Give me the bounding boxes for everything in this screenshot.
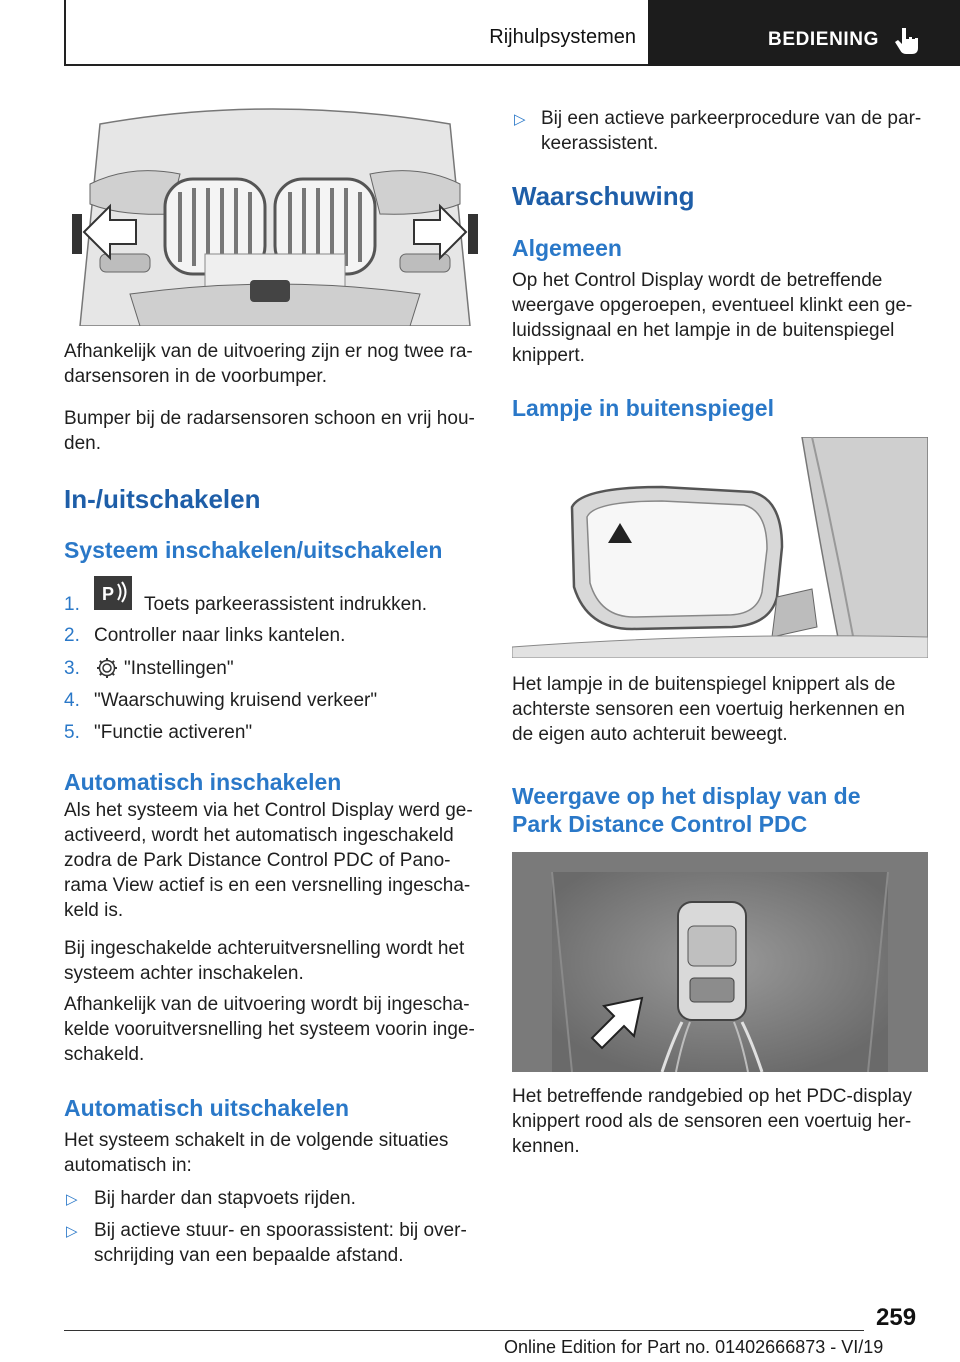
bullet-text: Bij actieve stuur- en spoorassistent: bij over-	[94, 1220, 467, 1241]
gear-icon	[96, 657, 118, 679]
header-section-title: Rijhulpsystemen	[489, 26, 636, 48]
step-1	[64, 592, 80, 617]
step-text: "Waarschuwing kruisend verkeer"	[94, 690, 378, 711]
step-number: 4.	[64, 690, 80, 711]
text-line: schakeld.	[64, 1044, 145, 1065]
step-text: Controller naar links kantelen.	[94, 625, 346, 646]
text-line: Als het systeem via het Control Display werd ge-	[64, 800, 473, 821]
left-intro	[64, 339, 480, 389]
lampje-paragraph	[512, 672, 928, 747]
step-text: "Functie activeren"	[94, 722, 253, 743]
car-front-radar-figure	[70, 104, 480, 326]
step-2	[64, 623, 346, 648]
text-line: luidssignaal en het lampje in de buitenspiegel	[512, 320, 895, 341]
park-assist-button-icon	[94, 576, 132, 610]
voor-paragraph	[64, 992, 480, 1067]
text-line: knippert rood als de sensoren een voertuig her-	[512, 1111, 912, 1132]
bullet-text: keerassistent.	[541, 133, 659, 154]
bullet-marker: ▷	[514, 111, 526, 128]
algemeen-paragraph	[512, 268, 928, 368]
step-number: 5.	[64, 722, 80, 743]
header-tab-label: BEDIENING	[768, 29, 879, 50]
bullet-marker: ▷	[66, 1223, 78, 1240]
text-line: Het lampje in de buitenspiegel knippert als de	[512, 674, 896, 695]
side-mirror-figure	[512, 437, 928, 658]
step-3	[64, 656, 80, 681]
pdc-paragraph	[512, 1084, 928, 1159]
text-line: systeem achter inschakelen.	[64, 963, 304, 984]
heading-in-uitschakelen: In-/uitschakelen	[64, 484, 261, 514]
text-line: keld is.	[64, 900, 124, 921]
text-line: Het betreffende randgebied op het PDC-display	[512, 1086, 912, 1107]
svg-text:P: P	[102, 584, 115, 604]
text-line: achterste sensoren een voertuig herkennen en	[512, 699, 905, 720]
heading-weergave-line-1: Weergave op het display van de	[512, 783, 861, 809]
text-line: automatisch in:	[64, 1155, 192, 1176]
text-line: Het systeem schakelt in de volgende situaties	[64, 1130, 449, 1151]
step-number: 2.	[64, 625, 80, 646]
text-line: Bij ingeschakelde achteruitversnelling wordt het	[64, 938, 465, 959]
header-rule	[64, 64, 648, 66]
text-line: kennen.	[512, 1136, 580, 1157]
text-line: activeerd, wordt het automatisch ingeschakeld	[64, 825, 454, 846]
step-number: 1.	[64, 594, 80, 615]
bumper-line: den.	[64, 433, 101, 454]
footer-rule	[64, 1330, 864, 1331]
footer-edition: Online Edition for Part no. 01402666873 - VI/19	[504, 1337, 884, 1357]
text-line: rama View actief is en een versnelling ingescha-	[64, 875, 471, 896]
left-bumper-note	[64, 406, 480, 456]
text-line: Afhankelijk van de uitvoering wordt bij ingescha-	[64, 994, 470, 1015]
step-4	[64, 688, 378, 713]
step-1-text: Toets parkeerassistent indrukken.	[144, 594, 428, 615]
step-5	[64, 720, 253, 745]
intro-line: darsensoren in de voorbumper.	[64, 366, 327, 387]
text-line: de eigen auto achteruit beweegt.	[512, 724, 788, 745]
bullet-text: Bij een actieve parkeerprocedure van de par-	[541, 108, 922, 129]
heading-algemeen: Algemeen	[512, 235, 622, 261]
step-3-text: "Instellingen"	[124, 658, 234, 679]
header-left-edge	[64, 0, 66, 66]
pdc-display-illustration	[512, 852, 928, 1072]
bullet-marker: ▷	[66, 1191, 78, 1208]
bullet-text: schrijding van een bepaalde afstand.	[94, 1245, 404, 1266]
text-line: zodra de Park Distance Control PDC of Pano-	[64, 850, 451, 871]
side-mirror-illustration	[512, 437, 928, 658]
text-line: kelde vooruitversnelling het systeem voorin inge-	[64, 1019, 475, 1040]
heading-automatisch-inschakelen: Automatisch inschakelen	[64, 769, 342, 795]
achter-paragraph	[64, 936, 480, 986]
heading-automatisch-uitschakelen: Automatisch uitschakelen	[64, 1095, 350, 1121]
heading-lampje: Lampje in buitenspiegel	[512, 395, 774, 421]
heading-systeem: Systeem inschakelen/uitschakelen	[64, 537, 443, 563]
bullet-text: Bij harder dan stapvoets rijden.	[94, 1188, 356, 1209]
pdc-display-figure	[512, 852, 928, 1072]
auto-in-paragraph	[64, 798, 480, 923]
text-line: weergave opgeroepen, eventueel klinkt een ge-	[512, 295, 913, 316]
step-number: 3.	[64, 658, 80, 679]
car-front-illustration	[70, 104, 480, 326]
park-assist-icon	[94, 576, 132, 610]
heading-waarschuwing: Waarschuwing	[512, 181, 695, 211]
auto-uit-paragraph	[64, 1128, 480, 1178]
heading-weergave-line-2: Park Distance Control PDC	[512, 811, 808, 837]
intro-line: Afhankelijk van de uitvoering zijn er nog twee ra-	[64, 341, 473, 362]
page-number: 259	[876, 1304, 917, 1331]
text-line: Op het Control Display wordt de betreffende	[512, 270, 883, 291]
text-line: knippert.	[512, 345, 585, 366]
pointing-hand-icon	[894, 26, 922, 56]
bumper-line: Bumper bij de radarsensoren schoon en vrij hou-	[64, 408, 475, 429]
